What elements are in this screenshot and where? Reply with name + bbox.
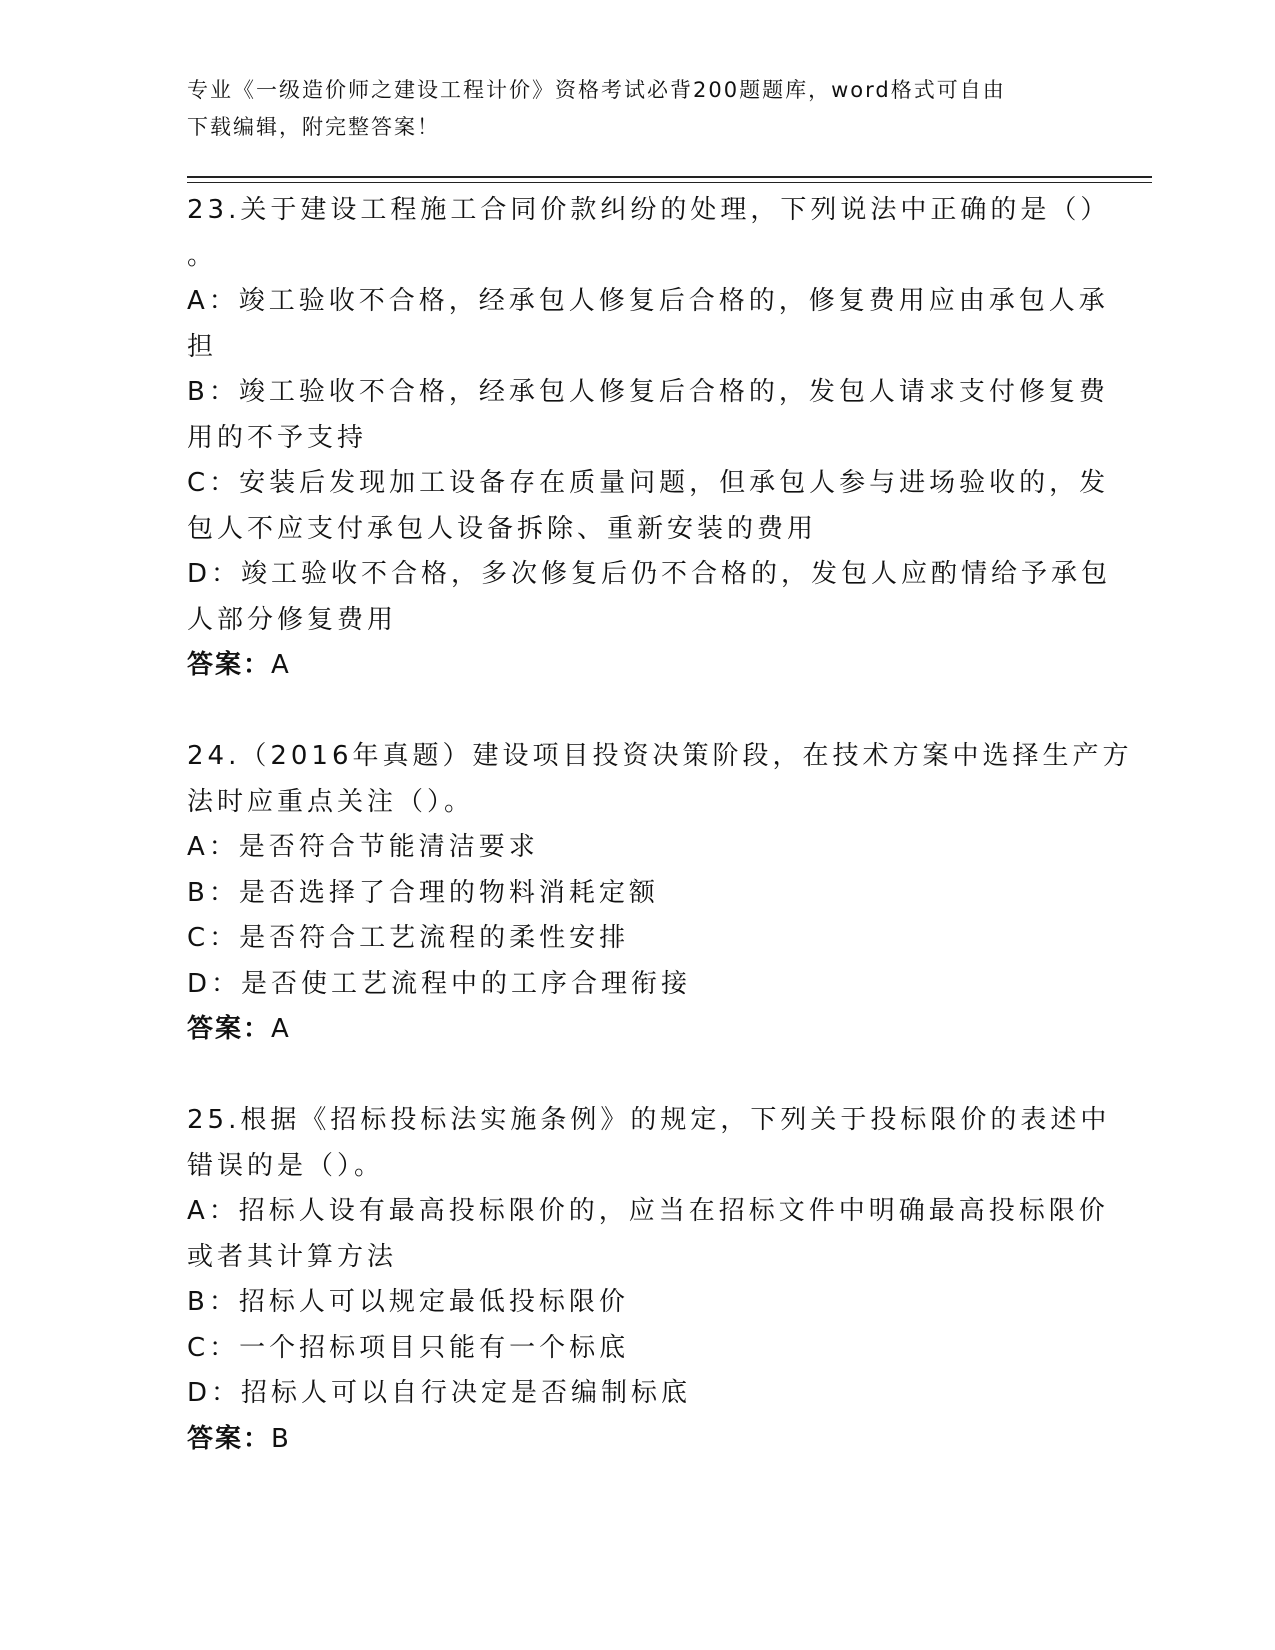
question-stem-line: 25.根据《招标投标法实施条例》的规定，下列关于投标限价的表述中 bbox=[187, 1105, 1111, 1135]
option-c-line: C：是否符合工艺流程的柔性安排 bbox=[187, 923, 630, 953]
header-divider-thick bbox=[187, 176, 1152, 178]
option-a-line: A：招标人设有最高投标限价的，应当在招标文件中明确最高投标限价 bbox=[187, 1196, 1109, 1226]
answer-value: A bbox=[271, 650, 291, 680]
answer-value: A bbox=[271, 1014, 291, 1044]
answer-line bbox=[187, 1007, 1087, 1053]
option-c-line: C：安装后发现加工设备存在质量问题，但承包人参与进场验收的，发 bbox=[187, 468, 1110, 498]
answer-line bbox=[187, 1417, 1087, 1463]
option-a-line: A：竣工验收不合格，经承包人修复后合格的，修复费用应由承包人承 bbox=[187, 286, 1109, 316]
answer-value: B bbox=[271, 1423, 291, 1454]
question-stem-line: 23.关于建设工程施工合同价款纠纷的处理，下列说法中正确的是（） bbox=[187, 195, 1111, 225]
document-header bbox=[187, 72, 1087, 146]
option-a-line: 或者其计算方法 bbox=[187, 1241, 398, 1272]
option-c-line: C：一个招标项目只能有一个标底 bbox=[187, 1332, 630, 1363]
answer-label: 答案： bbox=[187, 650, 272, 680]
answer-label: 答案： bbox=[187, 1014, 272, 1044]
question-23 bbox=[187, 188, 1112, 689]
option-c-line: 包人不应支付承包人设备拆除、重新安装的费用 bbox=[187, 513, 818, 544]
option-b-line: B：是否选择了合理的物料消耗定额 bbox=[187, 877, 659, 908]
option-b-line: B：竣工验收不合格，经承包人修复后合格的，发包人请求支付修复费 bbox=[187, 377, 1109, 407]
answer-line bbox=[187, 643, 1087, 689]
option-d-line: D：招标人可以自行决定是否编制标底 bbox=[187, 1378, 692, 1408]
option-a-line: 担 bbox=[187, 331, 218, 362]
header-line-1: 专业《一级造价师之建设工程计价》资格考试必背200题题库，word格式可自由 bbox=[187, 78, 1006, 102]
option-b-line: 用的不予支持 bbox=[187, 422, 368, 453]
option-d-line: D：是否使工艺流程中的工序合理衔接 bbox=[187, 968, 692, 999]
option-a-line: A：是否符合节能清洁要求 bbox=[187, 832, 539, 862]
header-line-2: 下载编辑，附完整答案！ bbox=[187, 115, 440, 139]
question-stem-line: 。 bbox=[187, 240, 218, 271]
header-divider-thin bbox=[187, 182, 1152, 183]
option-b-line: B：招标人可以规定最低投标限价 bbox=[187, 1287, 629, 1317]
option-d-line: 人部分修复费用 bbox=[187, 604, 398, 635]
question-24 bbox=[187, 734, 1133, 1053]
answer-label: 答案： bbox=[187, 1423, 272, 1454]
question-stem-line: 24.（2016年真题）建设项目投资决策阶段，在技术方案中选择生产方 bbox=[187, 741, 1133, 771]
question-stem-line: 错误的是（）。 bbox=[187, 1150, 385, 1181]
question-stem-line: 法时应重点关注（）。 bbox=[187, 786, 475, 817]
question-list bbox=[187, 188, 1133, 1462]
option-d-line: D：竣工验收不合格，多次修复后仍不合格的，发包人应酌情给予承包 bbox=[187, 559, 1112, 589]
question-25 bbox=[187, 1098, 1111, 1462]
